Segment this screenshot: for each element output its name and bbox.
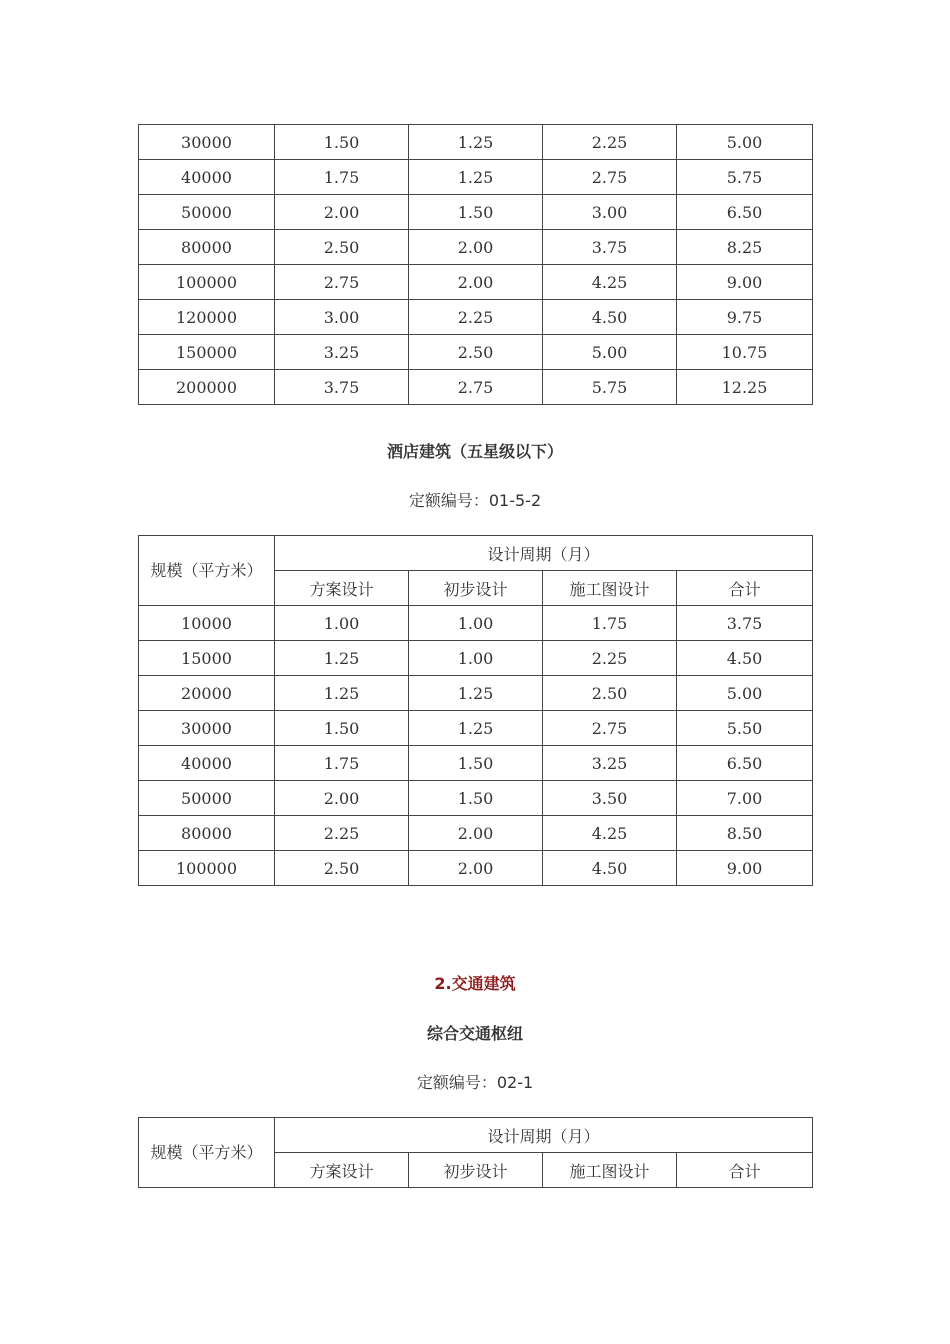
- table-row: [139, 230, 813, 265]
- cell-scale: 30000: [139, 125, 275, 160]
- cell-scale: 100000: [139, 851, 275, 886]
- cell-construction: 2.50: [543, 676, 677, 711]
- table-row: [139, 300, 813, 335]
- cell-scale: 40000: [139, 160, 275, 195]
- sub-header-scheme: 方案设计: [275, 1153, 409, 1188]
- cell-scale: 30000: [139, 711, 275, 746]
- table-row: [139, 125, 813, 160]
- cell-scale: 80000: [139, 230, 275, 265]
- cell-total: 8.25: [677, 230, 813, 265]
- cell-construction: 4.25: [543, 816, 677, 851]
- hotel-section-title: 酒店建筑（五星级以下）: [386, 442, 563, 461]
- cell-construction: 3.75: [543, 230, 677, 265]
- cell-scheme: 1.50: [275, 125, 409, 160]
- sub-header-construction: 施工图设计: [543, 571, 677, 606]
- cell-construction: 5.75: [543, 370, 677, 405]
- cell-scale: 150000: [139, 335, 275, 370]
- table-row: [139, 195, 813, 230]
- cell-scheme: 1.75: [275, 746, 409, 781]
- cell-preliminary: 2.00: [409, 851, 543, 886]
- cell-preliminary: 1.50: [409, 746, 543, 781]
- cell-construction: 3.50: [543, 781, 677, 816]
- cell-total: 5.75: [677, 160, 813, 195]
- cell-total: 6.50: [677, 746, 813, 781]
- cell-total: 5.00: [677, 125, 813, 160]
- period-header-cell: 设计周期（月）: [275, 536, 813, 571]
- cell-preliminary: 1.00: [409, 606, 543, 641]
- cell-construction: 1.75: [543, 606, 677, 641]
- cell-preliminary: 2.25: [409, 300, 543, 335]
- cell-total: 3.75: [677, 606, 813, 641]
- cell-scale: 200000: [139, 370, 275, 405]
- cell-preliminary: 2.75: [409, 370, 543, 405]
- cell-scheme: 2.00: [275, 195, 409, 230]
- cell-total: 9.75: [677, 300, 813, 335]
- cell-preliminary: 1.25: [409, 125, 543, 160]
- cell-construction: 3.00: [543, 195, 677, 230]
- table-row: [139, 370, 813, 405]
- cell-scheme: 2.25: [275, 816, 409, 851]
- cell-scheme: 2.75: [275, 265, 409, 300]
- sub-header-construction: 施工图设计: [543, 1153, 677, 1188]
- cell-scale: 50000: [139, 195, 275, 230]
- cell-preliminary: 2.00: [409, 265, 543, 300]
- table-row: [139, 711, 813, 746]
- cell-scheme: 1.00: [275, 606, 409, 641]
- traffic-section-title: 综合交通枢纽: [426, 1024, 523, 1043]
- cell-total: 5.00: [677, 676, 813, 711]
- cell-scale: 50000: [139, 781, 275, 816]
- table-row: [139, 851, 813, 886]
- cell-scheme: 1.25: [275, 676, 409, 711]
- cell-total: 7.00: [677, 781, 813, 816]
- cell-total: 5.50: [677, 711, 813, 746]
- cell-preliminary: 1.25: [409, 711, 543, 746]
- cell-scale: 80000: [139, 816, 275, 851]
- cell-scale: 20000: [139, 676, 275, 711]
- traffic-table-header: [139, 1118, 813, 1188]
- cell-scheme: 1.25: [275, 641, 409, 676]
- traffic-cycle-table: [138, 1117, 813, 1188]
- table-row: [139, 606, 813, 641]
- cell-scale: 15000: [139, 641, 275, 676]
- table-row: [139, 781, 813, 816]
- cell-construction: 2.75: [543, 711, 677, 746]
- cell-preliminary: 1.00: [409, 641, 543, 676]
- cell-construction: 4.50: [543, 300, 677, 335]
- cell-scale: 40000: [139, 746, 275, 781]
- table-row: [139, 335, 813, 370]
- continuation-table-body: [139, 125, 813, 405]
- cell-total: 9.00: [677, 265, 813, 300]
- cell-scheme: 3.75: [275, 370, 409, 405]
- cell-scale: 10000: [139, 606, 275, 641]
- cell-scheme: 1.50: [275, 711, 409, 746]
- sub-header-scheme: 方案设计: [275, 571, 409, 606]
- table-row: [139, 676, 813, 711]
- cell-preliminary: 1.25: [409, 160, 543, 195]
- cell-construction: 4.25: [543, 265, 677, 300]
- traffic-quota-code: 定额编号：02-1: [416, 1073, 534, 1092]
- cell-construction: 5.00: [543, 335, 677, 370]
- cell-total: 4.50: [677, 641, 813, 676]
- traffic-category-title: 2.交通建筑: [434, 974, 516, 993]
- cell-construction: 4.50: [543, 851, 677, 886]
- cell-preliminary: 2.50: [409, 335, 543, 370]
- cell-scheme: 2.50: [275, 851, 409, 886]
- continuation-table: [138, 124, 813, 405]
- table-row: [139, 641, 813, 676]
- cell-preliminary: 2.00: [409, 816, 543, 851]
- cell-total: 9.00: [677, 851, 813, 886]
- cell-scheme: 1.75: [275, 160, 409, 195]
- hotel-table-body: [139, 606, 813, 886]
- sub-header-total: 合计: [677, 1153, 813, 1188]
- cell-preliminary: 2.00: [409, 230, 543, 265]
- cell-scale: 120000: [139, 300, 275, 335]
- table-row: [139, 265, 813, 300]
- cell-preliminary: 1.25: [409, 676, 543, 711]
- cell-total: 12.25: [677, 370, 813, 405]
- hotel-table-header: [139, 536, 813, 606]
- sub-header-preliminary: 初步设计: [409, 571, 543, 606]
- cell-preliminary: 1.50: [409, 195, 543, 230]
- sub-header-total: 合计: [677, 571, 813, 606]
- cell-preliminary: 1.50: [409, 781, 543, 816]
- cell-scheme: 2.50: [275, 230, 409, 265]
- table-row: [139, 816, 813, 851]
- table-row: [139, 746, 813, 781]
- table-row: [139, 160, 813, 195]
- cell-total: 6.50: [677, 195, 813, 230]
- period-header-cell: 设计周期（月）: [275, 1118, 813, 1153]
- cell-total: 8.50: [677, 816, 813, 851]
- cell-scheme: 2.00: [275, 781, 409, 816]
- sub-header-preliminary: 初步设计: [409, 1153, 543, 1188]
- hotel-cycle-table: [138, 535, 813, 886]
- cell-construction: 2.25: [543, 641, 677, 676]
- hotel-quota-code: 定额编号：01-5-2: [408, 491, 542, 510]
- cell-construction: 3.25: [543, 746, 677, 781]
- cell-construction: 2.25: [543, 125, 677, 160]
- cell-construction: 2.75: [543, 160, 677, 195]
- cell-scheme: 3.00: [275, 300, 409, 335]
- cell-scheme: 3.25: [275, 335, 409, 370]
- cell-total: 10.75: [677, 335, 813, 370]
- scale-header-cell: 规模（平方米）: [139, 536, 275, 606]
- cell-scale: 100000: [139, 265, 275, 300]
- scale-header-cell: 规模（平方米）: [139, 1118, 275, 1188]
